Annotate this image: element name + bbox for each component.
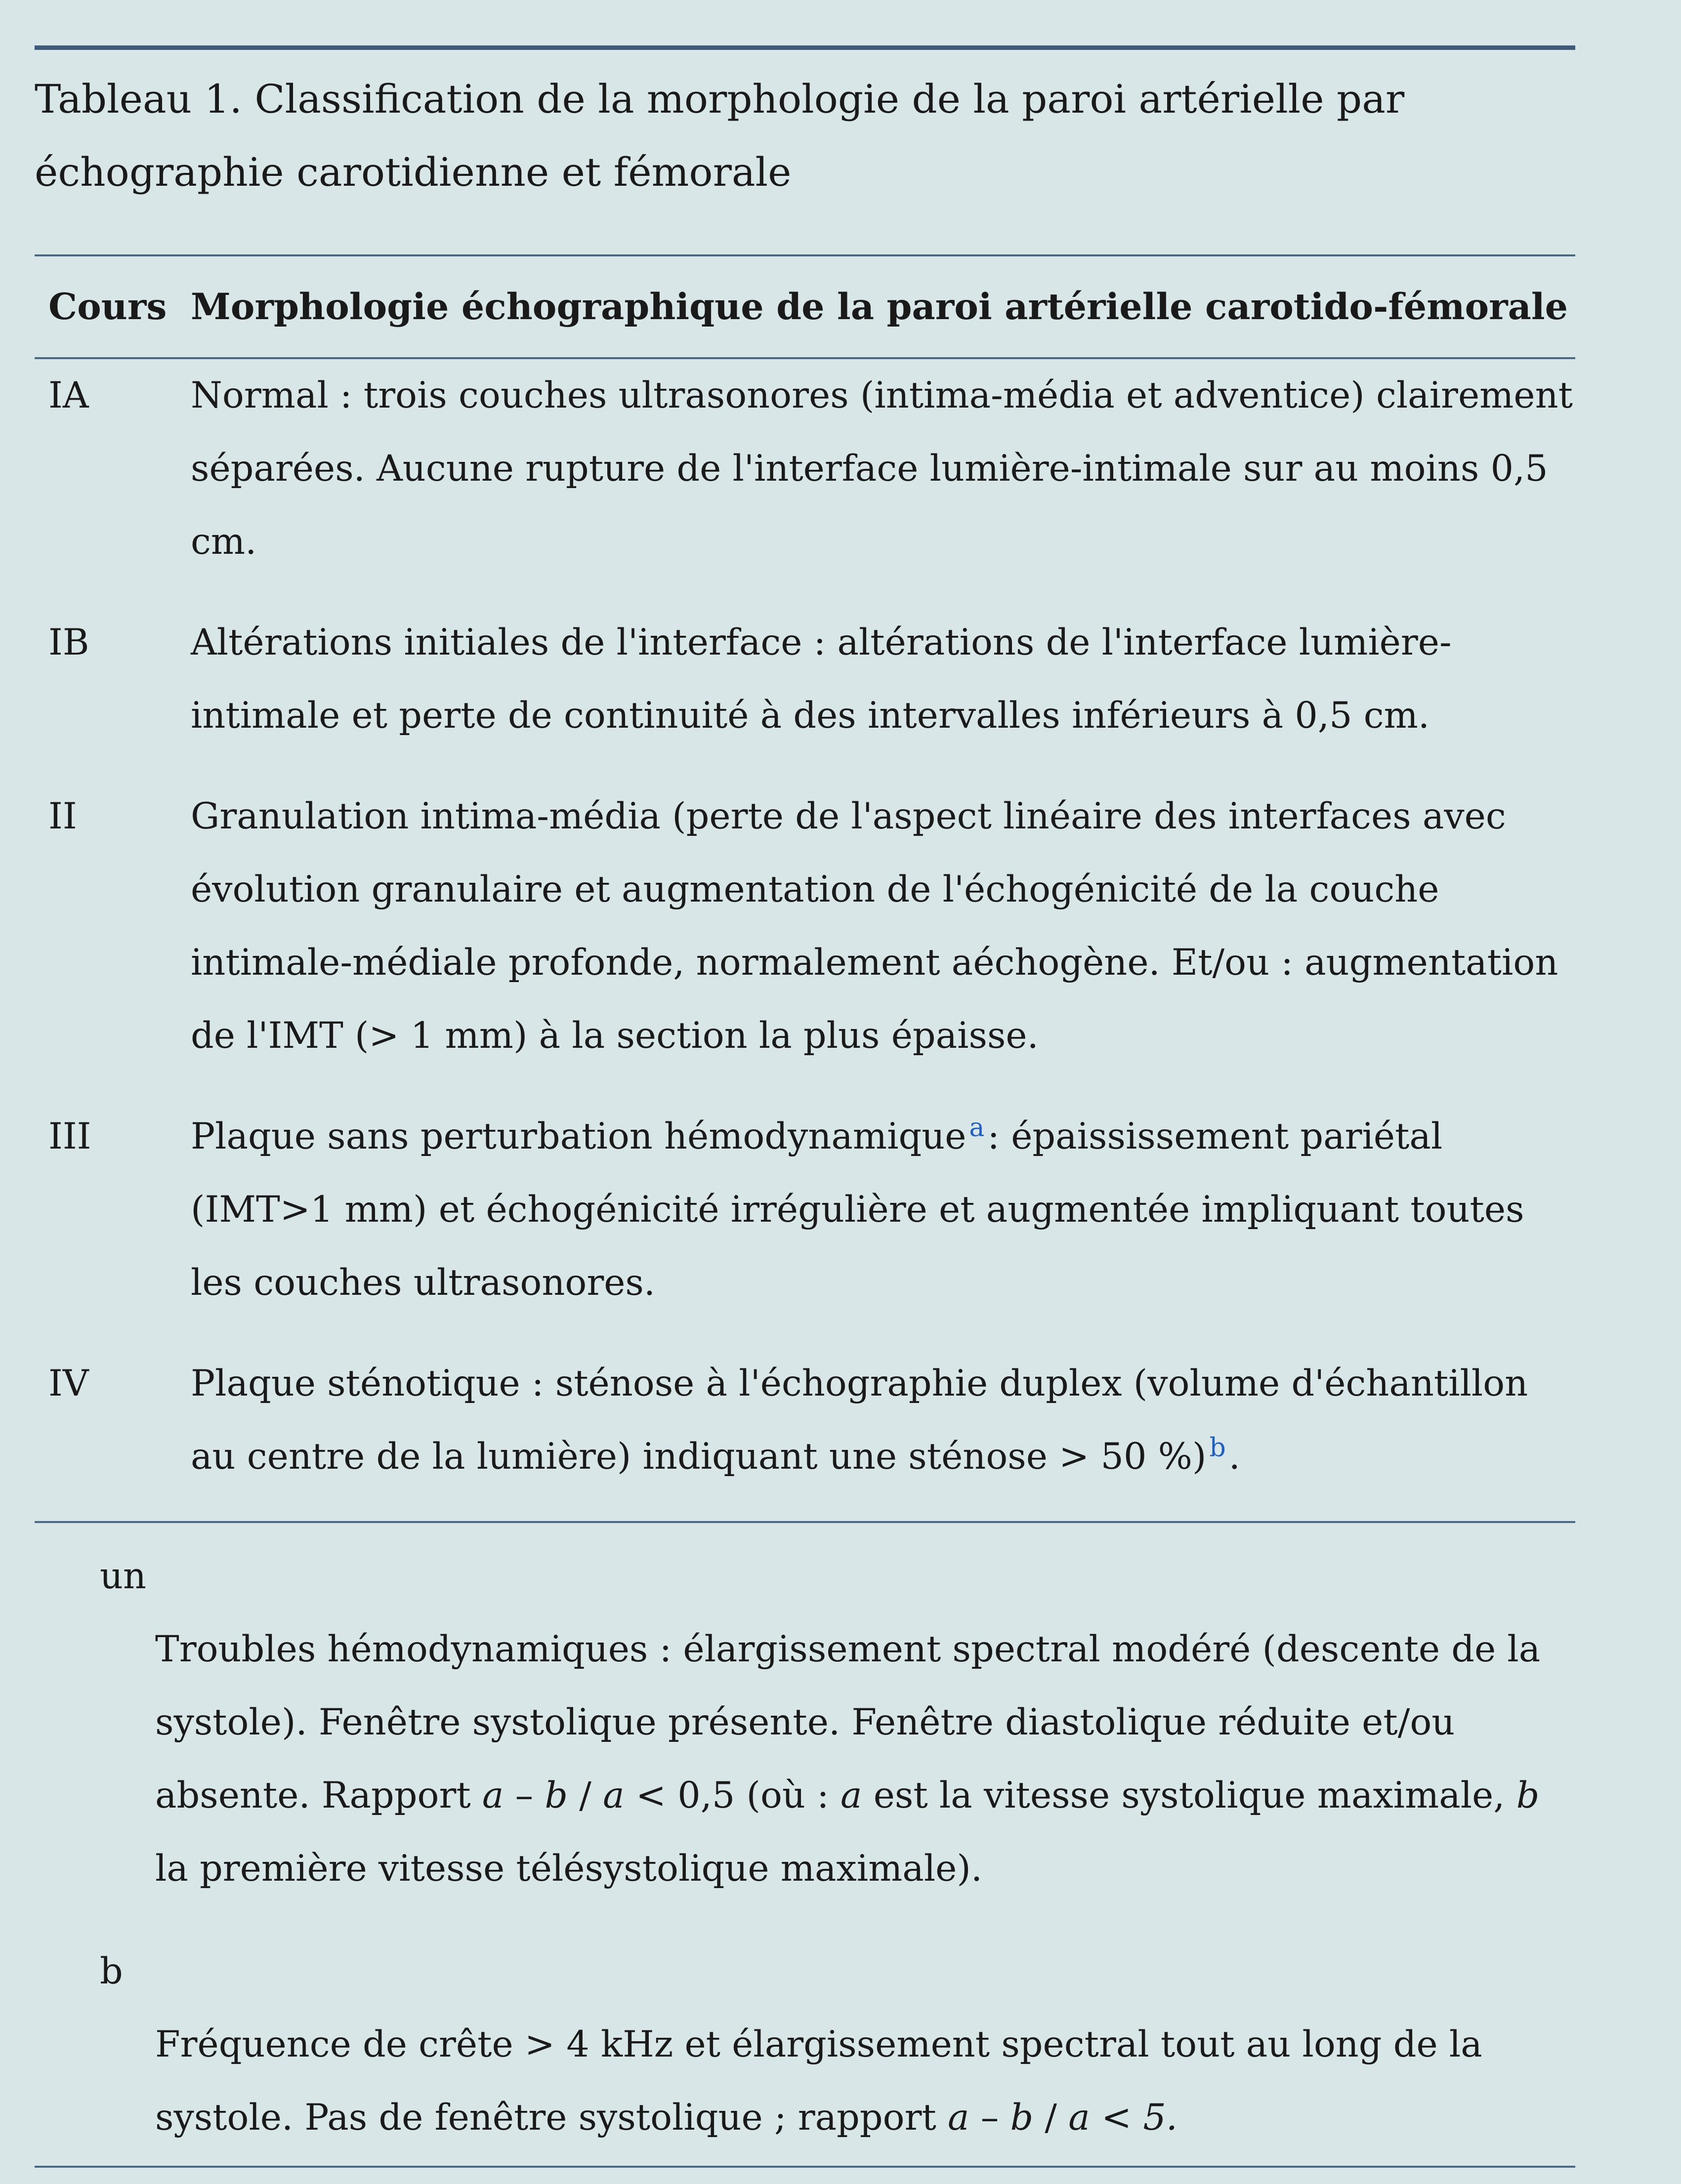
footnote-a [35,1540,1575,1905]
footnote-text-part: < [1090,2097,1143,2139]
morphology-text: : épaississement pariétal (IMT>1 mm) et échogénicité irrégulière et augmentée impliquant toutes les couches ultrasonores. [191,1115,1524,1304]
math-var: a [840,1774,862,1816]
math-var: b [545,1774,568,1816]
morphology-text: . [1228,1436,1240,1478]
table-row [35,1100,1575,1347]
header-row [35,256,1575,357]
footnote-b [35,1935,1575,2154]
table-caption: Tableau 1. Classification de la morphologie de la paroi artérielle par échographie carotidienne et fémorale [35,76,1405,195]
math-var: a [603,1774,625,1816]
morphology-text: Plaque sténotique : sténose à l'échographie duplex (volume d'échantillon au centre de la lumière) indiquant une sténose > 50 %) [191,1362,1528,1478]
footnote-ref-a[interactable]: a [969,1113,985,1143]
footnote-text-part: – [504,1774,545,1816]
footnote-label: b [100,1950,123,1992]
page-bottom-rule [35,2166,1575,2168]
table-container [35,45,1575,2184]
table-row [35,1347,1575,1521]
grade-cell: II [48,795,77,837]
math-var: b [1010,2097,1034,2139]
table-row [35,780,1575,1100]
math-var: a [948,2097,969,2139]
grade-cell: IB [48,621,89,663]
math-var: a [482,1774,504,1816]
footnote-text-part: est la vitesse systolique maximale, [862,1774,1516,1816]
header-morphology: Morphologie échographique de la paroi artérielle carotido-fémorale [191,286,1568,328]
morphology-cell: Altérations initiales de l'interface : altérations de l'interface lumière-intimale et perte de continuité à des intervalles inférieurs à 0,5 cm. [191,621,1452,737]
footnote-text-part: / [1033,2097,1069,2139]
morphology-cell [191,1100,1575,1347]
footnote-text-part: Fréquence de crête > 4 kHz et élargissement spectral tout au long de la systole. Pas de fenêtre systolique ; rapport [155,2023,1482,2139]
morphology-cell: Normal : trois couches ultrasonores (intima-média et adventice) clairement séparées. Aucune rupture de l'interface lumière-intimale sur au moins 0,5 cm. [191,374,1573,563]
footnote-text-part: la première vitesse télésystolique maximale). [155,1848,983,1890]
header-grade: Cours [48,286,167,328]
classification-table [35,256,1575,1523]
morphology-cell [191,1347,1575,1521]
footnote-text [35,1613,1575,1905]
footnote-text-part: Troubles hémodynamiques : élargissement spectral modéré (descente de la systole). Fenêtre systolique présente. Fenêtre diastolique réduite et/ou absente. Rapport [155,1628,1541,1816]
math-var: b [1516,1774,1540,1816]
footnote-text-part: – [969,2097,1010,2139]
footnotes [35,1523,1575,2154]
footnote-text-part: / [568,1774,603,1816]
table-row [35,359,1575,606]
footnote-text-part: < 0,5 (où : [624,1774,840,1816]
top-rule [35,45,1575,50]
grade-cell: IV [48,1362,89,1404]
table-row [35,606,1575,780]
math-var: a [1068,2097,1090,2139]
footnote-label: un [100,1555,147,1597]
footnote-ref-b[interactable]: b [1209,1433,1226,1463]
morphology-cell: Granulation intima-média (perte de l'aspect linéaire des interfaces avec évolution granulaire et augmentation de l'échogénicité de la couche intimale-médiale profonde, normalement aéchogène. Et/ou : augmentation de l'IMT (> 1 mm) à la section la plus épaisse. [191,795,1558,1057]
grade-cell: IA [48,374,89,416]
math-var: 5. [1143,2097,1177,2139]
grade-cell: III [48,1115,91,1157]
morphology-text: Plaque sans perturbation hémodynamique [191,1115,967,1157]
footnote-text [35,2008,1575,2154]
